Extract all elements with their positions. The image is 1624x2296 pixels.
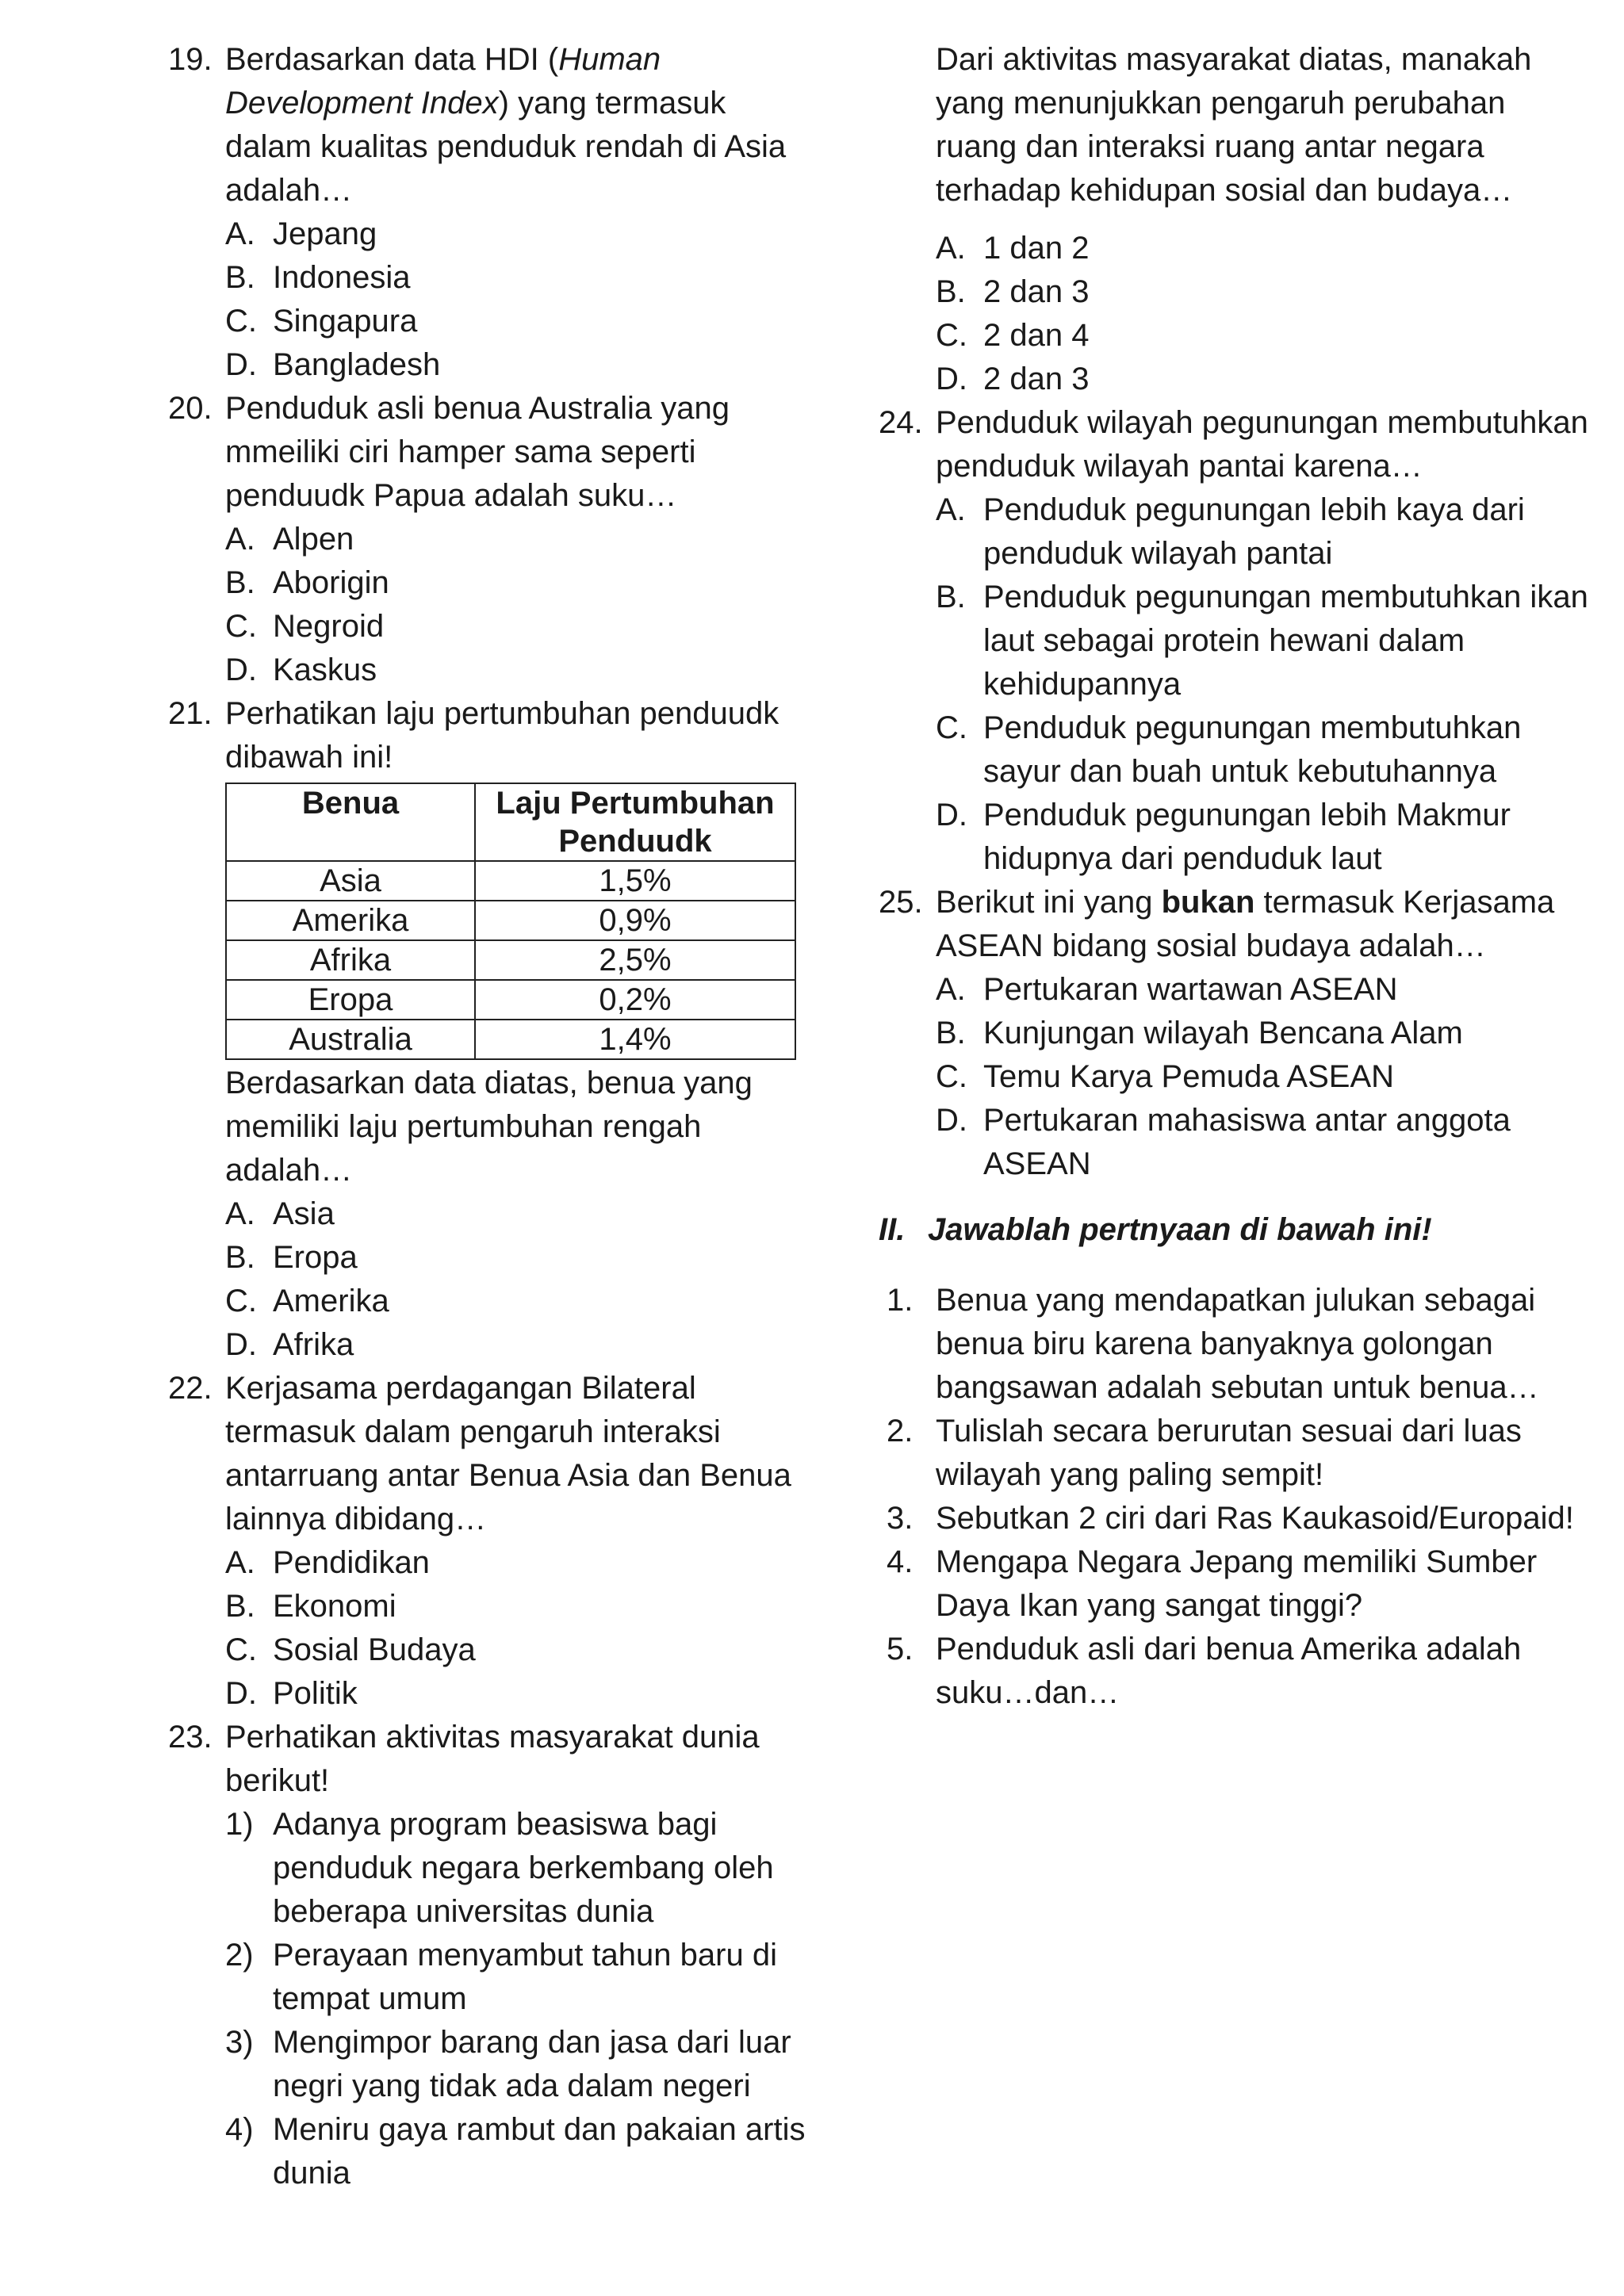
table-cell: Amerika xyxy=(226,901,475,940)
table-row xyxy=(226,980,795,1020)
option-a: A. Pendidikan xyxy=(225,1545,430,1580)
question-text: Berikut ini yang bukan termasuk Kerjasama ASEAN bidang sosial budaya adalah… xyxy=(936,885,1555,963)
options xyxy=(225,212,818,387)
options xyxy=(225,1192,818,1367)
option-a: A. Alpen xyxy=(225,522,354,557)
question-25 xyxy=(879,881,1594,1186)
option-b: B. Eropa xyxy=(225,1240,358,1275)
option-c: C. Sosial Budaya xyxy=(225,1632,476,1667)
question-text: Berdasarkan data HDI (Human Development Index) yang termasuk dalam kualitas penduduk rendah di Asia adalah… xyxy=(225,42,787,208)
question-number: 21. xyxy=(168,696,213,731)
activity-list xyxy=(225,1803,818,2195)
option-d: D. Pertukaran mahasiswa antar anggota ASEAN xyxy=(936,1103,1511,1181)
option-c: C. Amerika xyxy=(225,1284,389,1318)
question-19 xyxy=(168,38,818,387)
option-d: D. 2 dan 3 xyxy=(936,362,1090,396)
options xyxy=(936,488,1594,881)
option-a: A. Pertukaran wartawan ASEAN xyxy=(936,972,1398,1007)
option-b: B. Indonesia xyxy=(225,260,411,295)
table-cell: Eropa xyxy=(226,980,475,1020)
question-number: 23. xyxy=(168,1720,213,1755)
question-20 xyxy=(168,387,818,692)
list-item: 1) Adanya program beasiswa bagi penduduk negara berkembang oleh beberapa universitas dunia xyxy=(225,1807,774,1929)
option-c: C. Singapura xyxy=(225,304,418,339)
table-cell: 1,5% xyxy=(475,861,795,901)
option-a: A. 1 dan 2 xyxy=(936,231,1090,266)
table-row xyxy=(226,1020,795,1059)
question-text: Kerjasama perdagangan Bilateral termasuk dalam pengaruh interaksi antarruang antar Benua Asia dan Benua lainnya dibidang… xyxy=(225,1371,791,1536)
question-22 xyxy=(168,1367,818,1716)
option-d: D. Kaskus xyxy=(225,652,377,687)
options xyxy=(225,1541,818,1716)
question-text: Perhatikan laju pertumbuhan penduudk dibawah ini! xyxy=(225,696,779,775)
option-b: B. Penduduk pegunungan membutuhkan ikan laut sebagai protein hewani dalam kehidupannya xyxy=(936,580,1588,702)
option-c: C. 2 dan 4 xyxy=(936,318,1090,353)
option-c: C. Penduduk pegunungan membutuhkan sayur dan buah untuk kebutuhannya xyxy=(936,710,1522,789)
right-column xyxy=(879,38,1594,1715)
option-a: A. Jepang xyxy=(225,216,377,251)
table-cell: 2,5% xyxy=(475,940,795,980)
table-header-row xyxy=(226,783,795,861)
option-b: B. 2 dan 3 xyxy=(936,274,1090,309)
option-a: A. Penduduk pegunungan lebih kaya dari penduduk wilayah pantai xyxy=(936,492,1525,571)
list-item: 2) Perayaan menyambut tahun baru di tempat umum xyxy=(225,1938,777,2016)
emphasis-bold: bukan xyxy=(1161,885,1255,920)
question-text: Penduduk wilayah pegunungan membutuhkan penduduk wilayah pantai karena… xyxy=(936,405,1588,484)
table-cell: Asia xyxy=(226,861,475,901)
essay-list xyxy=(879,1279,1594,1715)
option-b: B. Kunjungan wilayah Bencana Alam xyxy=(936,1016,1463,1050)
section-heading xyxy=(879,1208,1594,1252)
emphasis-text: Human Development Index xyxy=(225,42,661,121)
table-cell: 0,9% xyxy=(475,901,795,940)
essay-question-4: 4. Mengapa Negara Jepang memiliki Sumber Daya Ikan yang sangat tinggi? xyxy=(887,1544,1538,1623)
option-c: C. Negroid xyxy=(225,609,385,644)
essay-question-3: 3. Sebutkan 2 ciri dari Ras Kaukasoid/Europaid! xyxy=(887,1501,1574,1536)
option-b: B. Aborigin xyxy=(225,565,389,600)
question-23 xyxy=(168,1716,818,2195)
section-numeral: II. xyxy=(879,1212,906,1247)
question-text: Penduduk asli benua Australia yang mmeiliki ciri hamper sama seperti penduudk Papua adalah suku… xyxy=(225,391,730,513)
table-row xyxy=(226,861,795,901)
question-text-2: Berdasarkan data diatas, benua yang memiliki laju pertumbuhan rengah adalah… xyxy=(225,1066,753,1188)
question-number: 24. xyxy=(879,405,923,440)
option-d: D. Politik xyxy=(225,1676,358,1711)
question-23-continued xyxy=(936,38,1594,401)
question-number: 25. xyxy=(879,885,923,920)
list-item: 4) Meniru gaya rambut dan pakaian artis dunia xyxy=(225,2112,806,2191)
options xyxy=(936,968,1594,1186)
table-cell: 1,4% xyxy=(475,1020,795,1059)
option-c: C. Temu Karya Pemuda ASEAN xyxy=(936,1059,1395,1094)
option-a: A. Asia xyxy=(225,1196,335,1231)
table-cell: Australia xyxy=(226,1020,475,1059)
option-d: D. Afrika xyxy=(225,1327,354,1362)
table-row xyxy=(226,901,795,940)
question-24 xyxy=(879,401,1594,881)
table-cell: 0,2% xyxy=(475,980,795,1020)
question-number: 19. xyxy=(168,42,213,77)
section-title: Jawablah pertnyaan di bawah ini! xyxy=(928,1212,1432,1247)
option-b: B. Ekonomi xyxy=(225,1589,396,1624)
question-text: Perhatikan aktivitas masyarakat dunia berikut! xyxy=(225,1720,760,1798)
options xyxy=(225,518,818,692)
question-21 xyxy=(168,692,818,1367)
left-column xyxy=(168,38,818,2195)
option-d: D. Bangladesh xyxy=(225,347,441,382)
table-header-cell: Laju Pertumbuhan Penduudk xyxy=(475,783,795,861)
essay-question-5: 5. Penduduk asli dari benua Amerika adalah suku…dan… xyxy=(887,1632,1522,1710)
option-d: D. Penduduk pegunungan lebih Makmur hidupnya dari penduduk laut xyxy=(936,798,1511,876)
options xyxy=(936,227,1594,401)
table-cell: Afrika xyxy=(226,940,475,980)
list-item: 3) Mengimpor barang dan jasa dari luar negri yang tidak ada dalam negeri xyxy=(225,2025,791,2103)
table-row xyxy=(226,940,795,980)
question-number: 20. xyxy=(168,391,213,426)
question-number: 22. xyxy=(168,1371,213,1406)
essay-question-2: 2. Tulislah secara berurutan sesuai dari luas wilayah yang paling sempit! xyxy=(887,1414,1522,1492)
table-header-cell: Benua xyxy=(226,783,475,861)
essay-question-1: 1. Benua yang mendapatkan julukan sebagai benua biru karena banyaknya golongan bangsawan adalah sebutan untuk benua… xyxy=(887,1283,1539,1405)
growth-rate-table xyxy=(225,783,796,1060)
question-text-2: Dari aktivitas masyarakat diatas, manakah yang menunjukkan pengaruh perubahan ruang dan interaksi ruang antar negara terhadap kehidupan sosial dan budaya… xyxy=(936,42,1532,208)
